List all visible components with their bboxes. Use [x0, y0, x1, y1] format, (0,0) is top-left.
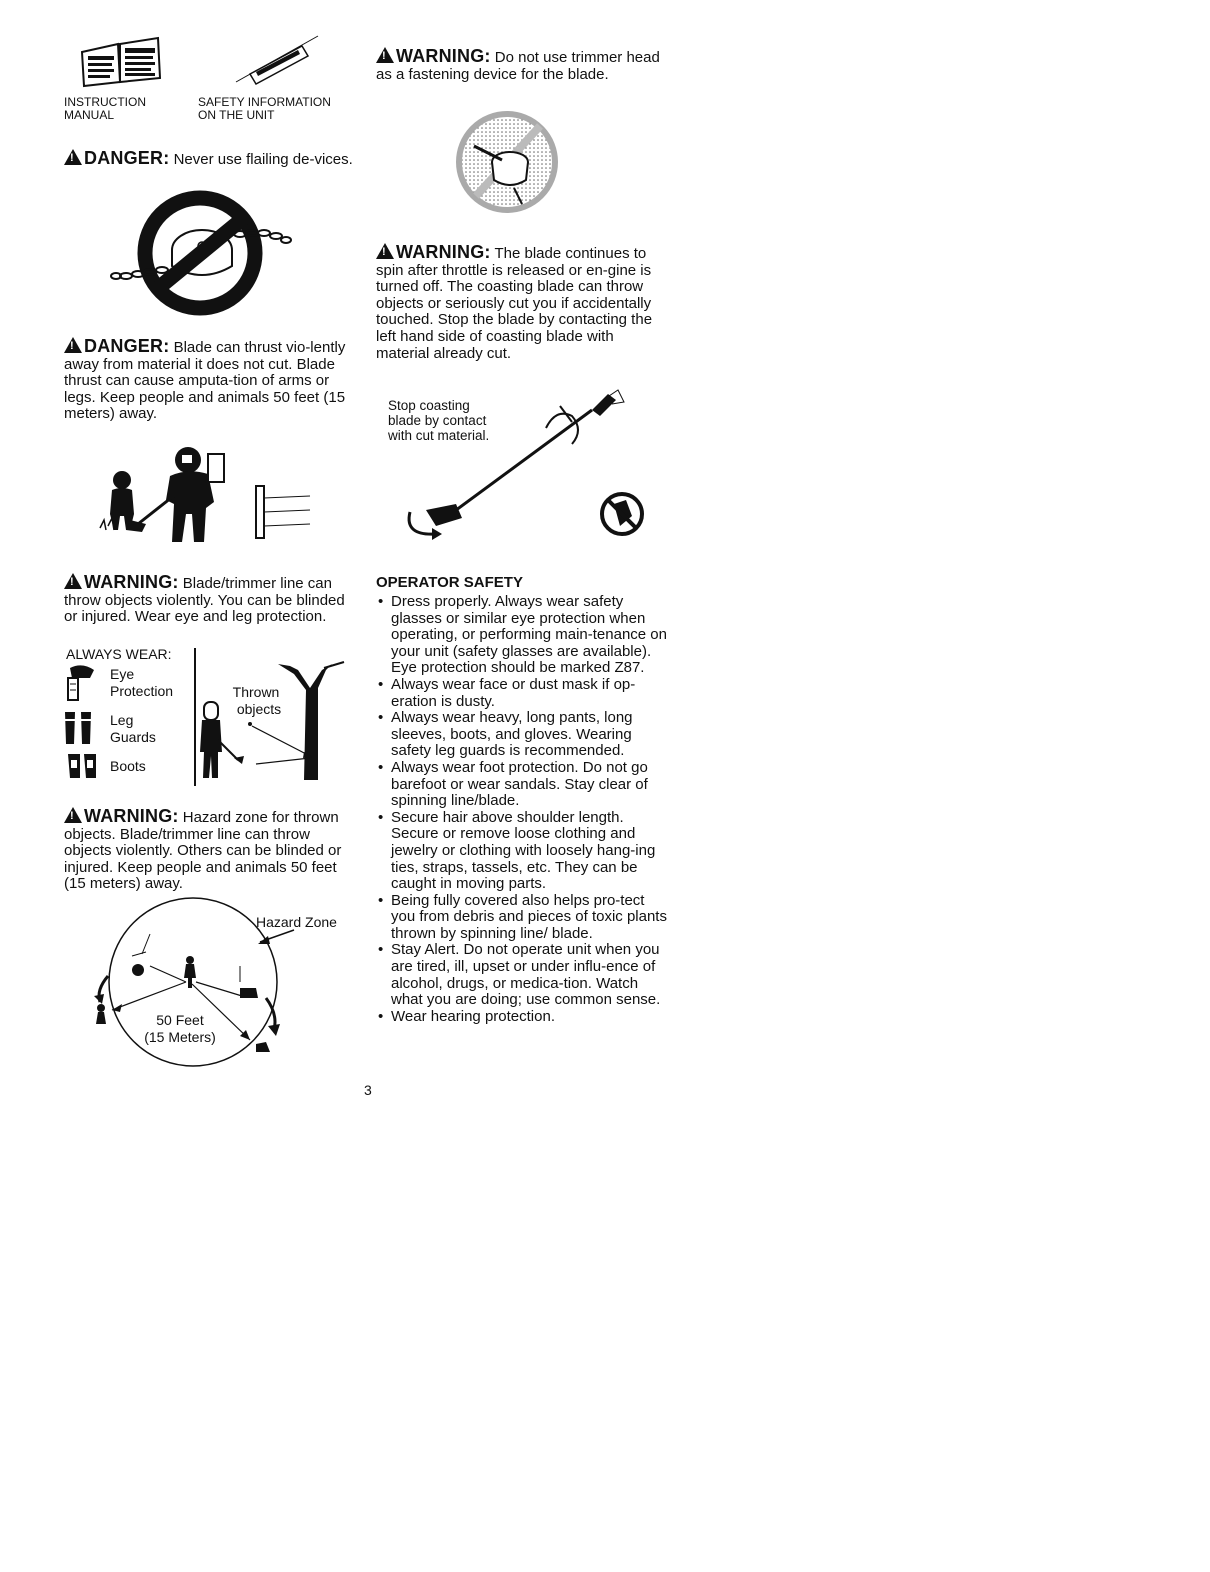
- list-item: • Stay Alert. Do not operate unit when you are tired, ill, upset or under influ-ence of alcohol, drugs, or medica-tion. Watch what you are doing; use common sense.: [376, 942, 668, 1008]
- warning-eye-leg-notice: !WARNING: Blade/trimmer line can throw objects violently. You can be blinded or injured. Wear eye and leg protection.: [64, 572, 356, 626]
- safety-label-icon: [232, 34, 322, 86]
- warning-trimmer-head-notice: !WARNING: Do not use trimmer head as a fastening device for the blade.: [376, 46, 666, 83]
- stop-coasting-blade-illustration: [396, 388, 656, 548]
- warning-triangle-icon: [64, 337, 82, 353]
- distance-label: 50 Feet (15 Meters): [144, 1012, 216, 1045]
- leg-guards-label: Leg Guards: [110, 712, 156, 745]
- boots-label: Boots: [110, 758, 146, 774]
- instruction-manual-label: INSTRUCTION MANUAL: [64, 95, 146, 122]
- danger-flailing-notice: !DANGER: Never use flailing de-vices.: [64, 148, 354, 169]
- divider-line: [194, 648, 196, 786]
- boots-icon: [66, 752, 100, 780]
- eye-protection-label: Eye Protection: [110, 666, 174, 699]
- warning-triangle-icon: [64, 573, 82, 589]
- hazard-zone-label: Hazard Zone: [256, 914, 337, 930]
- page-number: 3: [364, 1082, 372, 1098]
- list-item: • Being fully covered also helps pro-tect you from debris and pieces of toxic plants thrown by spinning line/ blade.: [376, 893, 668, 943]
- list-item: • Always wear face or dust mask if op-eration is dusty.: [376, 677, 668, 710]
- eye-protection-icon: [64, 664, 100, 704]
- operator-safety-list: [376, 594, 668, 1025]
- no-flailing-devices-illustration: [112, 186, 292, 320]
- list-item: • Always wear heavy, long pants, long sleeves, boots, and gloves. Wearing safety leg guards is recommended.: [376, 710, 668, 760]
- always-wear-label: ALWAYS WEAR:: [66, 646, 172, 662]
- list-item: • Dress properly. Always wear safety glasses or similar eye protection when operating, or performing main-tenance on your unit (safety glasses are available). Eye protection should be marked Z87.: [376, 594, 668, 677]
- operator-safety-title: OPERATOR SAFETY: [376, 574, 523, 591]
- warning-triangle-icon: [376, 243, 394, 259]
- list-item: • Wear hearing protection.: [376, 1009, 668, 1026]
- warning-hazard-zone-notice: !WARNING: Hazard zone for thrown objects. Blade/trimmer line can throw objects violently. Others can be blinded or injured. Keep people and animals 50 feet (15 meters) away.: [64, 806, 356, 893]
- warning-triangle-icon: [64, 149, 82, 165]
- safety-info-label: SAFETY INFORMATION ON THE UNIT: [198, 95, 331, 122]
- no-fastening-device-illustration: [452, 110, 562, 214]
- thrown-objects-label: Thrown objects: [232, 684, 282, 717]
- list-item: • Always wear foot protection. Do not go barefoot or wear sandals. Stay clear of spinning line/blade.: [376, 760, 668, 810]
- instruction-manual-icon: [78, 36, 164, 88]
- list-item: • Secure hair above shoulder length. Secure or remove loose clothing and jewelry or clothing with loosely hang-ing ties, straps, tassels, etc. They can be caught in moving parts.: [376, 810, 668, 893]
- warning-coasting-blade-notice: !WARNING: The blade continues to spin after throttle is released or en-gine is turned off. The coasting blade can throw objects or seriously cut you if accidentally touched. Stop the blade by contacting the left hand side of coasting blade with material already cut.: [376, 242, 668, 362]
- warning-triangle-icon: [64, 807, 82, 823]
- danger-blade-thrust-notice: !DANGER: Blade can thrust vio-lently away from material it does not cut. Blade thrust can cause amputa-tion of arms or legs. Keep people and animals 50 feet (15 meters) away.: [64, 336, 354, 423]
- leg-guards-icon: [62, 710, 96, 746]
- thrown-objects-illustration: [198, 660, 352, 784]
- operator-with-bystander-illustration: [96, 442, 312, 546]
- stop-coasting-caption: Stop coasting blade by contact with cut material.: [388, 398, 490, 443]
- warning-triangle-icon: [376, 47, 394, 63]
